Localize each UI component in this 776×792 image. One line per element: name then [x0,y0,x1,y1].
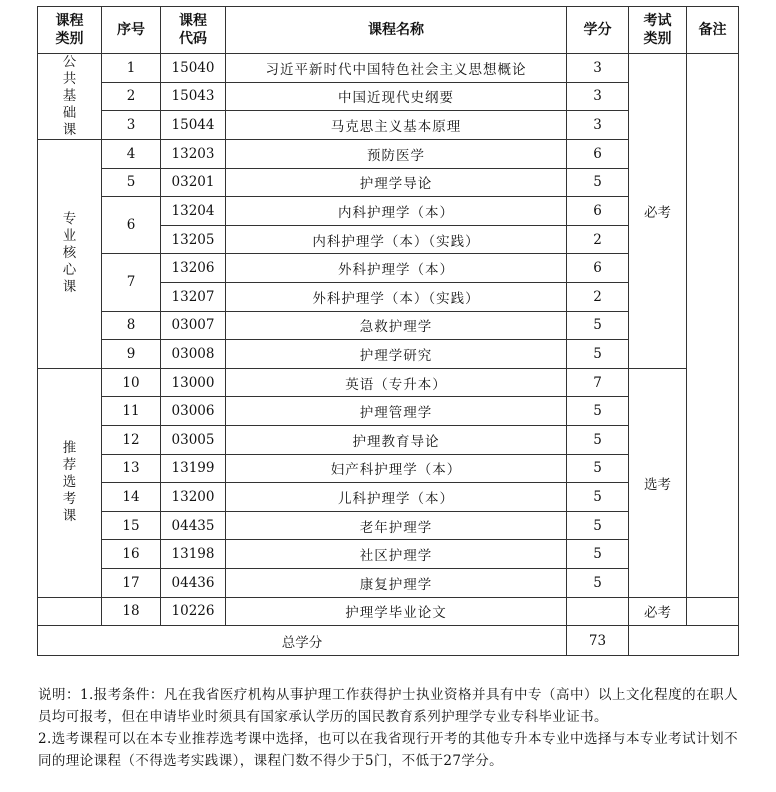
category-thesis [38,597,102,626]
table-row [38,368,739,397]
notes-section [38,684,738,772]
cell-seq: 12 [102,425,161,454]
cell-seq: 5 [102,168,161,197]
cell-credits: 6 [567,197,629,226]
cell-name: 社区护理学 [226,540,567,569]
cell-name: 外科护理学（本） [226,254,567,283]
cell-credits: 5 [567,311,629,340]
total-credits: 73 [567,626,629,656]
note-electives: 2.选考课程可以在本专业推荐选考课中选择，也可以在我省现行开考的其他专升本专业中选择与本专业考试计划不同的理论课程（不得选考实践课），课程门数不得少于5门，不低于27学分。 [38,731,738,769]
cell-seq: 2 [102,82,161,111]
table-row [38,597,739,626]
cell-seq: 4 [102,140,161,169]
cell-code: 04435 [161,511,226,540]
cell-credits: 5 [567,511,629,540]
cell-name: 康复护理学 [226,568,567,597]
cell-seq: 17 [102,568,161,597]
cell-name: 老年护理学 [226,511,567,540]
category-elective: 推荐选考课 [38,368,102,597]
cell-credits: 7 [567,368,629,397]
exam-type-required: 必考 [629,54,687,369]
cell-name: 护理学导论 [226,168,567,197]
cell-code: 15044 [161,111,226,140]
header-credits: 学分 [567,7,629,54]
cell-seq: 1 [102,54,161,83]
header-seq: 序号 [102,7,161,54]
cell-name: 妇产科护理学（本） [226,454,567,483]
cell-code: 13199 [161,454,226,483]
cell-seq: 16 [102,540,161,569]
cell-name: 英语（专升本） [226,368,567,397]
course-plan-table [37,6,739,656]
cell-name: 护理管理学 [226,397,567,426]
cell-seq: 9 [102,340,161,369]
cell-seq: 8 [102,311,161,340]
cell-code: 13000 [161,368,226,397]
cell-seq: 11 [102,397,161,426]
cell-name: 急救护理学 [226,311,567,340]
cell-credits: 5 [567,483,629,512]
cell-credits: 2 [567,225,629,254]
cell-seq: 15 [102,511,161,540]
note-eligibility: 说明：1.报考条件：凡在我省医疗机构从事护理工作获得护士执业资格并具有中专（高中）以上文化程度的在职人员均可报考，但在申请毕业时须具有国家承认学历的国民教育系列护理学专业专科毕业证书。 [38,687,738,725]
cell-name: 护理学研究 [226,340,567,369]
exam-type-thesis: 必考 [629,597,687,626]
cell-code: 03201 [161,168,226,197]
cell-name: 护理教育导论 [226,425,567,454]
cell-credits: 3 [567,54,629,83]
header-name: 课程名称 [226,7,567,54]
cell-credits: 6 [567,254,629,283]
cell-code: 13198 [161,540,226,569]
cell-credits: 6 [567,140,629,169]
cell-credits: 2 [567,282,629,311]
cell-credits: 5 [567,454,629,483]
cell-name: 护理学毕业论文 [226,597,567,626]
header-remarks: 备注 [687,7,739,54]
cell-credits: 5 [567,168,629,197]
cell-seq: 6 [102,197,161,254]
cell-credits: 5 [567,340,629,369]
cell-credits: 5 [567,425,629,454]
cell-code: 13204 [161,197,226,226]
cell-credits: 3 [567,82,629,111]
table-header-row [38,7,739,54]
category-public: 公共基础课 [38,54,102,140]
cell-code: 10226 [161,597,226,626]
cell-credits: 3 [567,111,629,140]
remarks-cell [687,54,739,598]
cell-name: 内科护理学（本）（实践） [226,225,567,254]
header-code: 课程 代码 [161,7,226,54]
cell-seq: 14 [102,483,161,512]
table-row [38,54,739,83]
cell-name: 马克思主义基本原理 [226,111,567,140]
total-row [38,626,739,656]
total-blank [629,626,739,656]
cell-code: 13205 [161,225,226,254]
cell-seq: 10 [102,368,161,397]
header-category: 课程 类别 [38,7,102,54]
cell-name: 外科护理学（本）（实践） [226,282,567,311]
cell-seq: 3 [102,111,161,140]
cell-credits [567,597,629,626]
cell-credits: 5 [567,397,629,426]
cell-code: 15043 [161,82,226,111]
header-exam-type: 考试 类别 [629,7,687,54]
cell-code: 03007 [161,311,226,340]
cell-name: 预防医学 [226,140,567,169]
cell-credits: 5 [567,540,629,569]
cell-name: 内科护理学（本） [226,197,567,226]
cell-credits: 5 [567,568,629,597]
remarks-thesis [687,597,739,626]
cell-name: 儿科护理学（本） [226,483,567,512]
cell-seq: 7 [102,254,161,311]
total-label: 总学分 [38,626,567,656]
cell-code: 03005 [161,425,226,454]
cell-code: 13206 [161,254,226,283]
cell-code: 13203 [161,140,226,169]
cell-name: 中国近现代史纲要 [226,82,567,111]
cell-code: 15040 [161,54,226,83]
cell-code: 13207 [161,282,226,311]
cell-seq: 18 [102,597,161,626]
exam-type-elective: 选考 [629,368,687,597]
cell-code: 03006 [161,397,226,426]
category-core: 专业核心课 [38,140,102,369]
cell-name: 习近平新时代中国特色社会主义思想概论 [226,54,567,83]
cell-code: 03008 [161,340,226,369]
cell-code: 13200 [161,483,226,512]
cell-code: 04436 [161,568,226,597]
cell-seq: 13 [102,454,161,483]
